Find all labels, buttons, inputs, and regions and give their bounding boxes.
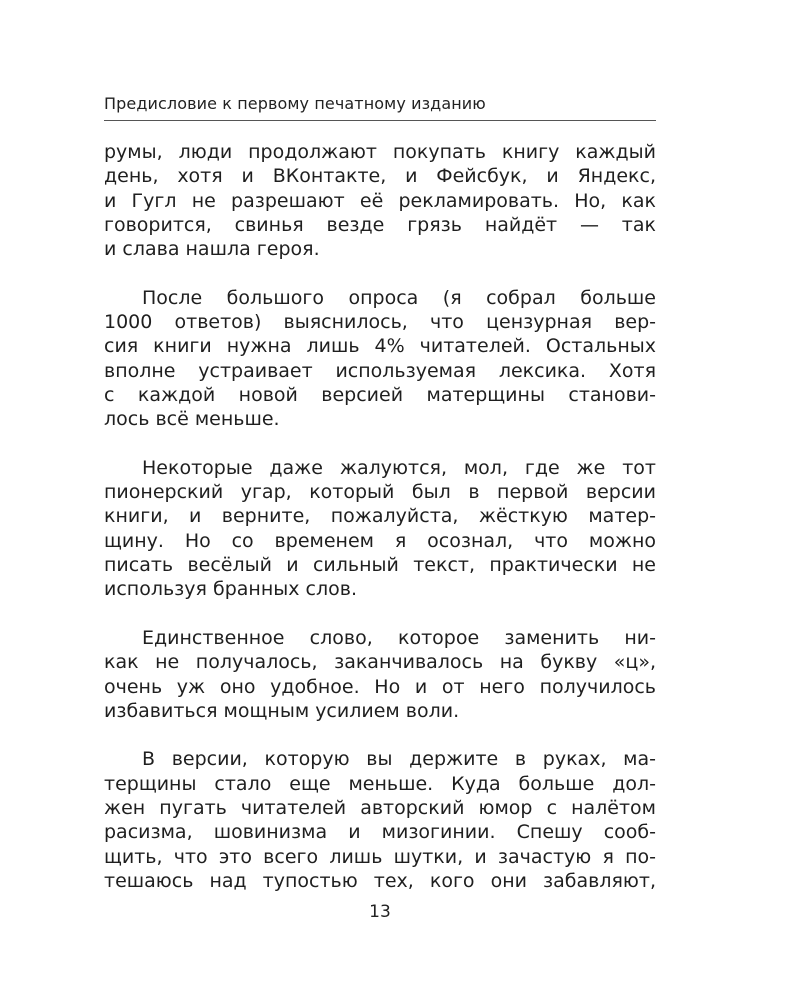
text-line: писать весёлый и сильный текст, практически не (104, 554, 656, 577)
paragraph-5 (104, 747, 656, 893)
text-line: книги, и верните, пожалуйста, жёсткую матер- (104, 505, 656, 528)
text-line: расизма, шовинизма и мизогинии. Спешу сооб- (104, 821, 656, 844)
text-line: и слава нашла героя. (104, 238, 320, 261)
text-line: Некоторые даже жалуются, мол, где же тот (142, 456, 656, 479)
text-line: щить, что это всего лишь шутки, и зачастую я по- (104, 845, 656, 868)
text-line: и Гугл не разрешают её рекламировать. Но, как (104, 189, 656, 212)
text-line: избавиться мощным усилием воли. (104, 699, 460, 722)
text-line: с каждой новой версией матерщины станови- (104, 383, 656, 406)
text-line: вполне устраивает используемая лексика. Хотя (104, 359, 656, 382)
page-body (104, 140, 656, 918)
text-line: лось всё меньше. (104, 408, 280, 431)
text-line: как не получалось, заканчивалось на букву «ц», (104, 651, 656, 674)
text-line: сия книги нужна лишь 4% читателей. Остальных (104, 335, 656, 358)
paragraph-1 (104, 140, 656, 261)
paragraph-2 (104, 286, 656, 432)
text-line: румы, люди продолжают покупать книгу каждый (104, 141, 656, 163)
text-line: жен пугать читателей авторский юмор с налётом (104, 797, 656, 820)
text-line: используя бранных слов. (104, 578, 358, 601)
text-line: очень уж оно удобное. Но и от него получилось (104, 675, 656, 698)
text-line: В версии, которую вы держите в руках, ма- (142, 748, 656, 771)
text-line: пионерский угар, который был в первой версии (104, 481, 656, 504)
paragraph-3 (104, 456, 656, 602)
text-line: Единственное слово, которое заменить ни- (142, 626, 656, 649)
text-line: 1000 ответов) выяснилось, что цензурная вер- (104, 311, 656, 334)
paragraph-4 (104, 626, 656, 723)
header-rule (104, 120, 656, 121)
text-line: тешаюсь над тупостью тех, кого они забавляют, (104, 869, 656, 892)
text-line: терщины стало еще меньше. Куда больше дол- (104, 772, 656, 795)
running-title: Предисловие к первому печатному изданию (104, 94, 486, 113)
page-number: 13 (369, 902, 391, 922)
text-line: щину. Но со временем я осознал, что можно (104, 529, 656, 552)
text-line: день, хотя и ВКонтакте, и Фейсбук, и Яндекс, (104, 165, 656, 188)
text-line: говорится, свинья везде грязь найдёт — так (104, 213, 656, 236)
text-line: После большого опроса (я собрал больше (142, 286, 656, 309)
